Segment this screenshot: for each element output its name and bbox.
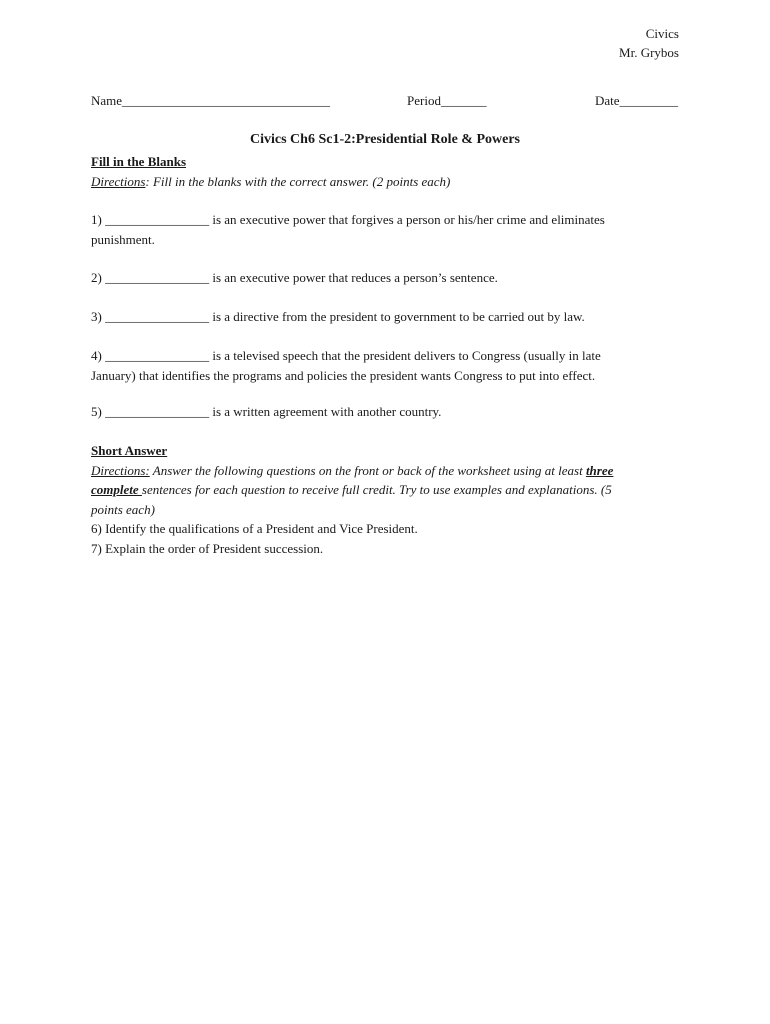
student-info-line [91,93,678,111]
question-5: 5) ________________ is a written agreement with another country. [91,404,442,419]
period-field[interactable]: Period_______ [407,93,487,108]
question-2: 2) ________________ is an executive power that reduces a person’s sentence. [91,270,498,285]
short-answer-directions-line2: complete sentences for each question to receive full credit. Try to use examples and explanations. (5 [91,482,612,497]
date-field[interactable]: Date_________ [594,93,678,108]
short-answer-heading: Short Answer [91,443,168,458]
short-answer-section [91,441,671,558]
worksheet-title: Civics Ch6 Sc1-2:Presidential Role & Powers [250,132,520,147]
question-4: 4) ________________ is a televised speech that the president delivers to Congress (usually in late January) that identifies the programs and policies the president wants Congress to put into effect. [91,348,601,383]
teacher-name: Mr. Grybos [619,45,679,60]
question-1: 1) ________________ is an executive power that forgives a person or his/her crime and eliminates punishment. [91,212,605,247]
fill-in-heading: Fill in the Blanks [91,154,186,169]
subject-label: Civics [645,26,679,41]
short-answer-directions-line1: Directions: Answer the following questions on the front or back of the worksheet using at least three [91,462,614,478]
question-7: 7) Explain the order of President succession. [91,540,324,556]
question-6: 6) Identify the qualifications of a President and Vice President. [91,521,418,536]
fill-in-section-header [91,152,651,191]
question-3: 3) ________________ is a directive from the president to government to be carried out by law. [91,309,585,324]
short-answer-directions-line3: points each) [91,501,155,517]
fill-in-directions: Directions: Fill in the blanks with the correct answer. (2 points each) [91,173,451,189]
name-field[interactable]: Name________________________________ [91,93,331,108]
header-info [619,24,679,62]
